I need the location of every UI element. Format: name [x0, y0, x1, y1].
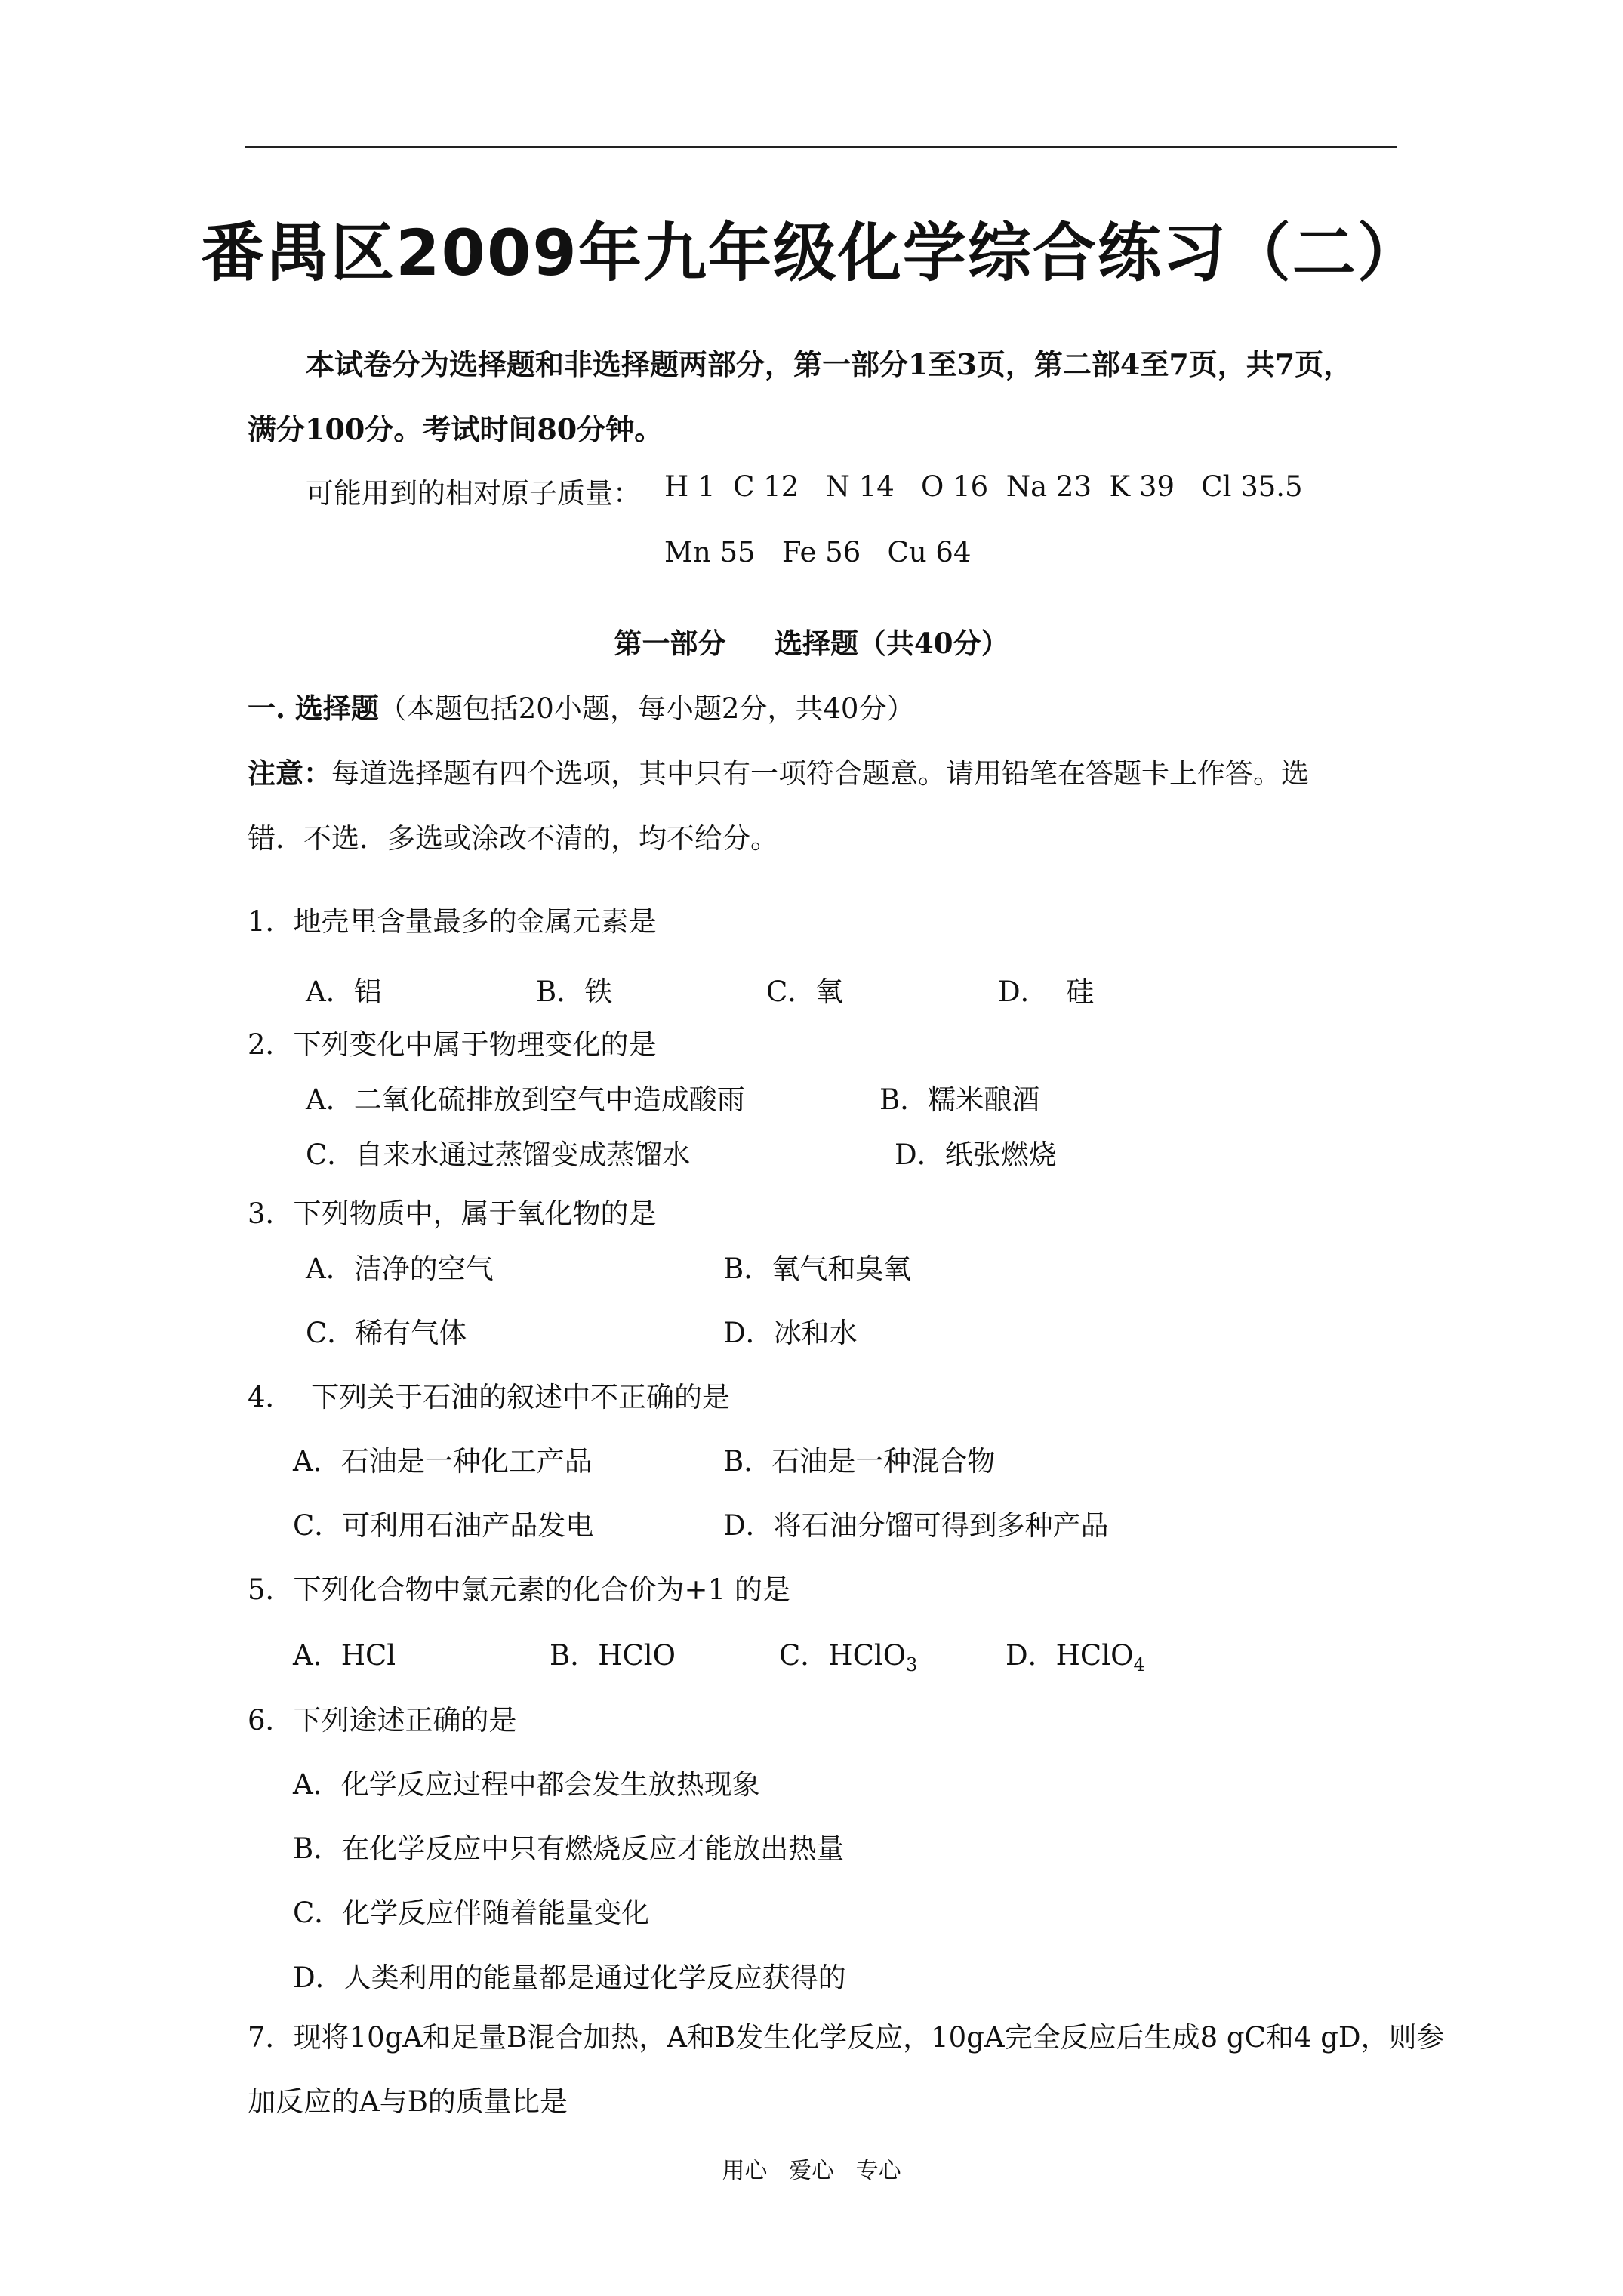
atomic-mass-row-1: H 1 C 12 N 14 O 16 Na 23 K 39 Cl 35.5 [664, 470, 1303, 503]
option-a: A．洁净的空气 [306, 1253, 494, 1285]
page-footer: 用心 爱心 专心 [722, 2158, 901, 2184]
atomic-mass-row-2: Mn 55 Fe 56 Cu 64 [664, 536, 972, 569]
page-title: 番禺区2009年九年级化学综合练习（二） [201, 216, 1422, 290]
option-d: D． 硅 [998, 975, 1095, 1008]
question-stem-continued: 加反应的A与B的质量比是 [248, 2085, 568, 2118]
option-c: C．自来水通过蒸馏变成蒸馏水 [306, 1139, 691, 1171]
note-line-1 [248, 750, 1309, 791]
intro-line-2: 满分100分。考试时间80分钟。 [248, 412, 664, 446]
question-stem: 6．下列途述正确的是 [248, 1704, 517, 1737]
option-b: B．氧气和臭氧 [723, 1253, 912, 1285]
option-d-formula: D．HClO [1006, 1639, 1134, 1672]
question-stem: 3．下列物质中，属于氧化物的是 [248, 1197, 657, 1230]
option-b: B．糯米酿酒 [879, 1083, 1040, 1116]
option-a: A．HCl [293, 1639, 396, 1672]
option-d: D．将石油分馏可得到多种产品 [723, 1509, 1109, 1542]
question-stem: 4． 下列关于石油的叙述中不正确的是 [248, 1381, 731, 1413]
option-c: C．稀有气体 [306, 1317, 467, 1349]
option-d: D．人类利用的能量都是通过化学反应获得的 [293, 1962, 846, 1994]
option-c [779, 1632, 917, 1673]
option-d: D．纸张燃烧 [895, 1139, 1057, 1171]
option-b: B．石油是一种混合物 [723, 1445, 996, 1478]
question-stem: 2．下列变化中属于物理变化的是 [248, 1028, 657, 1061]
part-one-heading: 第一部分 选择题（共40分） [614, 627, 1009, 660]
question-stem: 1．地壳里含量最多的金属元素是 [248, 905, 657, 938]
section-title [248, 686, 914, 726]
question-stem: 5．下列化合物中氯元素的化合价为+1 的是 [248, 1573, 790, 1606]
option-c-subscript: 3 [906, 1654, 918, 1675]
option-c: C．可利用石油产品发电 [293, 1509, 594, 1542]
option-a: A．铝 [306, 975, 382, 1008]
atomic-mass-label: 可能用到的相对原子质量： [306, 477, 641, 510]
option-c: C．氧 [766, 975, 844, 1008]
option-b: B．HClO [550, 1639, 676, 1672]
option-d [1006, 1632, 1145, 1673]
option-a: A．化学反应过程中都会发生放热现象 [293, 1768, 760, 1801]
intro-line-1: 本试卷分为选择题和非选择题两部分，第一部分1至3页，第二部4至7页，共7页， [306, 347, 1353, 381]
note-line-2: 错．不选．多选或涂改不清的，均不给分。 [248, 822, 778, 855]
option-a: A．二氧化硫排放到空气中造成酸雨 [306, 1083, 745, 1116]
option-c: C．化学反应伴随着能量变化 [293, 1897, 650, 1929]
note-label: 注意： [248, 757, 331, 790]
option-a: A．石油是一种化工产品 [293, 1445, 593, 1478]
section-title-label: 一. 选择题 [248, 692, 379, 725]
note-text-1: 每道选择题有四个选项，其中只有一项符合题意。请用铅笔在答题卡上作答。选 [331, 757, 1309, 790]
option-b: B．在化学反应中只有燃烧反应才能放出热量 [293, 1832, 845, 1865]
header-rule [245, 146, 1397, 148]
option-b: B．铁 [536, 975, 613, 1008]
question-stem: 7．现将10gA和足量B混合加热，A和B发生化学反应，10gA完全反应后生成8 gC和4 gD，则参 [248, 2021, 1445, 2054]
section-title-detail: （本题包括20小题，每小题2分，共40分） [378, 692, 915, 725]
option-d-subscript: 4 [1133, 1654, 1145, 1675]
option-d: D．冰和水 [723, 1317, 858, 1349]
option-c-formula: C．HClO [779, 1639, 907, 1672]
